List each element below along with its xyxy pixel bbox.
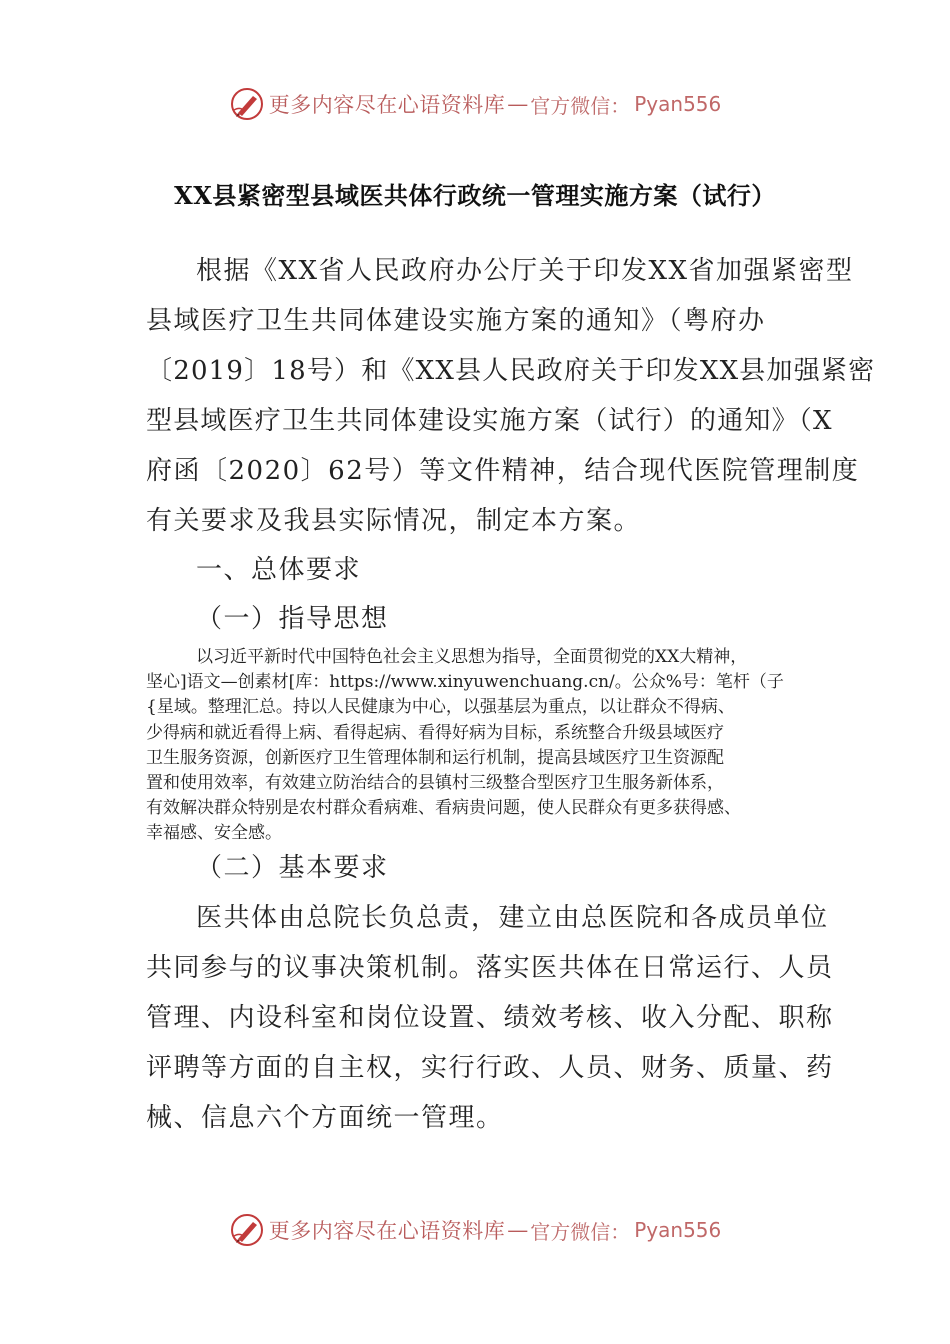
subsection-heading: （一）指导思想 — [196, 604, 389, 634]
basic-line: 管理、内设科室和岗位设置、绩效考核、收入分配、职称 — [146, 1003, 834, 1033]
intro-line: 〔2019〕18号）和《XX县人民政府关于印发XX县加强紧密 — [146, 356, 876, 386]
guiding-line: 少得病和就近看得上病、看得起病、看得好病为目标，系统整合升级县域医疗 — [146, 722, 724, 743]
intro-line: 根据《XX省人民政府办公厅关于印发XX省加强紧密型 — [196, 256, 854, 286]
pen-logo-icon — [229, 1212, 265, 1248]
wechat-label: 官方微信： — [530, 1219, 631, 1244]
footer-banner — [0, 1210, 950, 1250]
section-heading: 一、总体要求 — [196, 555, 362, 585]
guiding-paragraph — [146, 645, 826, 847]
wechat-id: Pyan556 — [634, 1218, 722, 1242]
intro-line: 型县域医疗卫生共同体建设实施方案（试行）的通知》（X — [146, 406, 833, 436]
wechat-label: 官方微信： — [530, 93, 631, 118]
banner-separator: — — [507, 92, 529, 116]
guiding-line: 坚心]语文—创素材[库：https://www.xinyuwenchuang.cn/。公众%号：笔杆（子 — [146, 672, 784, 693]
header-banner — [0, 84, 950, 124]
basic-line: 械、信息六个方面统一管理。 — [146, 1103, 504, 1133]
basic-line: 评聘等方面的自主权，实行行政、人员、财务、质量、药 — [146, 1053, 834, 1083]
intro-line: 县域医疗卫生共同体建设实施方案的通知》（粤府办 — [146, 306, 766, 336]
guiding-line: 以习近平新时代中国特色社会主义思想为指导，全面贯彻党的XX大精神， — [196, 647, 748, 667]
intro-line: 府函〔2020〕62号）等文件精神，结合现代医院管理制度 — [146, 456, 860, 486]
guiding-line: 卫生服务资源，创新医疗卫生管理体制和运行机制，提高县域医疗卫生资源配 — [146, 747, 724, 768]
pen-logo-icon — [229, 86, 265, 122]
banner-text: 更多内容尽在心语资料库 — [268, 93, 506, 117]
guiding-line: 幸福感、安全感。 — [146, 823, 282, 844]
document-title: XX县紧密型县域医共体行政统一管理实施方案（试行） — [174, 181, 776, 210]
banner-text: 更多内容尽在心语资料库 — [268, 1219, 506, 1243]
basic-line: 医共体由总院长负总责，建立由总医院和各成员单位 — [196, 903, 829, 933]
guiding-line: 有效解决群众特别是农村群众看病难、看病贵问题，使人民群众有更多获得感、 — [146, 798, 741, 819]
banner-separator: — — [507, 1218, 529, 1242]
guiding-line: 置和使用效率，有效建立防治结合的县镇村三级整合型医疗卫生服务新体系， — [146, 772, 724, 793]
intro-line: 有关要求及我县实际情况，制定本方案。 — [146, 506, 642, 536]
wechat-id: Pyan556 — [634, 92, 722, 116]
subsection-heading: （二）基本要求 — [196, 853, 389, 883]
guiding-line: {星域。整理汇总。持以人民健康为中心，以强基层为重点，以让群众不得病、 — [146, 697, 735, 718]
basic-line: 共同参与的议事决策机制。落实医共体在日常运行、人员 — [146, 953, 834, 983]
